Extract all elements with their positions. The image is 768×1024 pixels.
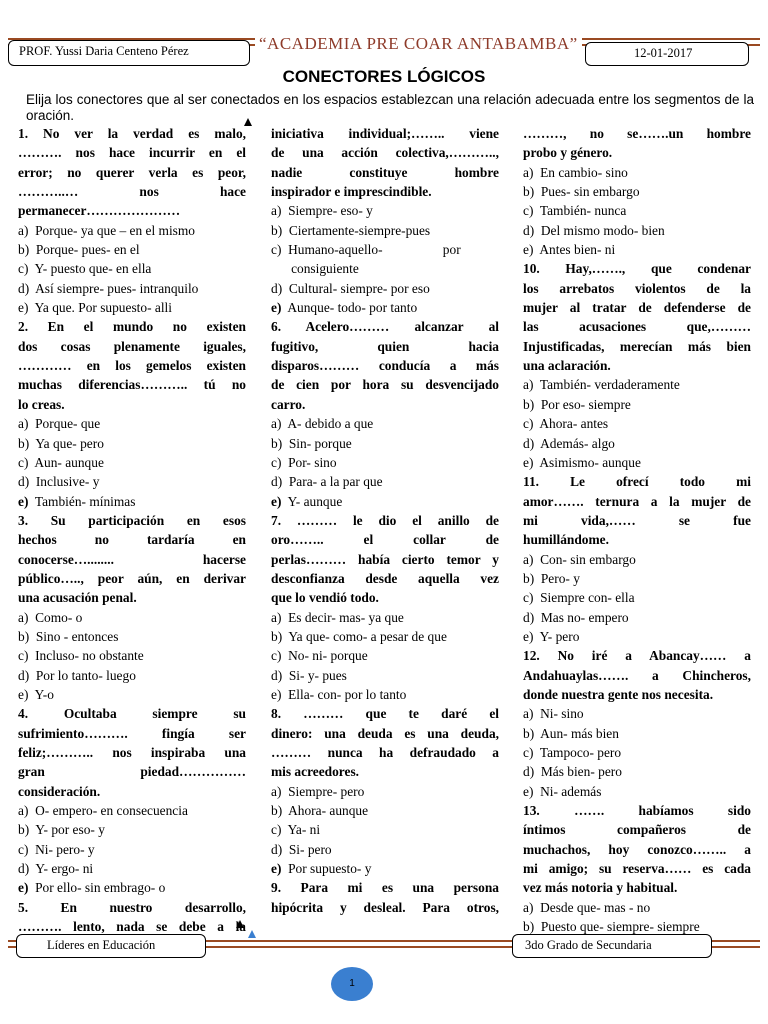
option-letter: e) [18,493,29,509]
question-line: fugitivo, quien hacia [271,338,499,354]
option-line: b) Porque- pues- en el [18,242,140,258]
date: 12-01-2017 [634,46,693,60]
question-line: 12. No iré a Abancay…… a [523,648,751,664]
question-line: 7. ……… le dio el anillo de [271,512,499,528]
question-line: hechos no tardaría en [18,532,246,548]
option-line: e) Ella- con- por lo tanto [271,686,407,702]
footer-left-text: Líderes en Educación [47,938,156,952]
option-line: c) Incluso- no obstante [18,648,144,664]
question-line: de cien por hora su desvencijado [271,377,499,393]
question-line: inspirador e imprescindible. [271,184,432,200]
option-line: e) Ni- además [523,783,602,799]
question-line: permanecer………………… [18,203,181,219]
question-line: las acusaciones que,……… [523,319,751,335]
question-line: mi vida,…… se fue [523,512,751,528]
option-line: a) Siempre- pero [271,783,365,799]
option-text: Y- aunque [281,493,343,509]
question-line: 11. Le ofrecí todo mi [523,474,751,490]
question-line: 10. Hay,……., que condenar [523,261,751,277]
option-line: c) Ahora- antes [523,416,609,432]
option-line: c) También- nunca [523,203,627,219]
option-line: d) Del mismo modo- bien [523,222,665,238]
question-line: disparos……… conducía a más [271,358,499,374]
question-line: muchas diferencias……….. tú no [18,377,246,393]
question-line: muchachos, hoy conozco…….. a [523,841,751,857]
question-line: iniciativa individual;…….. viene [271,126,499,141]
option-line [18,492,246,511]
option-line: b) Ahora- aunque [271,803,369,819]
question-line: donde nuestra gente nos necesita. [523,686,714,702]
question-line: los arrebatos violentos de la [523,280,751,296]
academy-name: “ACADEMIA PRE COAR ANTABAMBA” [255,34,582,54]
option-line: c) Ni- pero- y [18,841,95,857]
question-line: Injustificadas, merecían más bien [523,338,751,354]
option-line: c) Tampoco- pero [523,745,622,760]
question-line: conocerse…........ hacerse [18,551,246,567]
option-line [18,878,246,897]
option-text: También- mínimas [28,493,136,509]
question-line: desconfianza desde aquella vez [271,570,499,586]
question-line: una acusación penal. [18,590,137,606]
date-box [585,42,749,66]
question-line: dinero: una deuda es una deuda, [271,725,499,741]
option-line: b) Y- por eso- y [18,822,105,838]
question-line: mujer al tratar de defenderse de [523,300,751,316]
option-line: b) Sin- porque [271,435,352,451]
option-line: d) Si- pero [271,841,332,857]
option-letter: e) [271,861,282,877]
option-line: c) No- ni- porque [271,648,368,664]
option-line: b) Ciertamente-siempre-pues [271,222,431,238]
footer-right-text: 3do Grado de Secundaria [525,938,652,952]
option-line: d) Además- algo [523,435,615,451]
marker-triangle-icon [248,930,256,938]
option-line: consiguiente [271,261,359,277]
question-line: ………. nos hace incurrir en el [18,145,246,161]
question-line: una aclaración. [523,358,611,374]
question-line: 2. En el mundo no existen [18,319,246,335]
option-line: b) Pero- y [523,570,580,586]
question-line: 5. En nuestro desarrollo, [18,899,246,915]
instruction: Elija los conectores que al ser conectados en los espacios establezcan una relación adecuada entre los segmentos de la oración. [26,92,754,123]
option-line: c) Y- puesto que- en ella [18,261,152,277]
question-line: íntimos compañeros de [523,822,751,838]
option-line: d) Para- a la par que [271,474,383,490]
option-line: b) Puesto que- siempre- siempre [523,919,700,935]
option-letter: e) [271,493,282,509]
question-line: mi amigo; su reserva…… es cada [523,861,751,877]
question-line: mis acreedores. [271,764,360,780]
page-title: CONECTORES LÓGICOS [282,67,486,86]
option-line: a) Es decir- mas- ya que [271,609,404,625]
option-line: b) Ya que- pero [18,435,104,451]
option-line [271,859,499,878]
option-line: a) Ni- sino [523,706,584,722]
question-line: 13. ……. habíamos sido [523,803,751,819]
question-line: público….., peor aún, en derivar [18,570,246,586]
option-letter: e) [18,880,29,896]
option-line: b) Pues- sin embargo [523,184,640,200]
question-line: que lo vendió todo. [271,590,379,606]
question-line: 4. Ocultaba siempre su [18,706,246,722]
question-line: carro. [271,396,306,412]
option-line: b) Por eso- siempre [523,396,631,412]
option-line: a) En cambio- sino [523,164,628,180]
question-line: perlas……… había cierto temor y [271,551,499,567]
option-line [271,492,499,511]
question-line: hipócrita y desleal. Para otros, [271,899,499,915]
question-line: 1. No ver la verdad es malo, [18,126,246,141]
question-line: 3. Su participación en esos [18,512,246,528]
question-line: feliz;……….. nos inspiraba una [18,745,246,760]
option-line: d) Cultural- siempre- por eso [271,280,430,296]
option-line: d) Si- y- pues [271,667,347,683]
option-text: Aunque- todo- por tanto [281,300,418,316]
option-text: Por ello- sin embrago- o [28,880,166,896]
question-line: gran piedad…………… [18,764,246,780]
option-line: d) Y- ergo- ni [18,861,94,877]
column-2 [271,124,499,917]
question-line: humillándome. [523,532,609,548]
question-line: ………. lento, nada se debe a la [18,919,246,935]
question-line: Andahuaylas……. a Chincheros, [523,667,751,683]
option-line: a) También- verdaderamente [523,377,680,393]
option-line: a) Siempre- eso- y [271,203,373,219]
question-line: 9. Para mi es una persona [271,880,499,896]
option-line [271,298,499,317]
question-line: error; no querer verla es peor, [18,164,246,180]
option-line: b) Ya que- como- a pesar de que [271,628,447,644]
option-line: a) A- debido a que [271,416,374,432]
question-line: de una acción colectiva,……….., [271,145,499,161]
option-line: a) Porque- ya que – en el mismo [18,222,196,238]
column-1 [18,124,246,936]
option-line: d) Así siempre- pues- intranquilo [18,280,199,296]
option-line: c) Humano-aquello- por [271,242,461,258]
option-line: e) Y- pero [523,628,580,644]
option-text: Por supuesto- y [281,861,372,877]
question-line: dos cosas plenamente iguales, [18,338,246,354]
footer-left-box [16,934,206,958]
option-line: a) Porque- que [18,416,101,432]
option-line: c) Siempre con- ella [523,590,635,606]
column-3 [523,124,751,936]
option-line: a) Desde que- mas - no [523,899,651,915]
footer-right-box [512,934,712,958]
option-line: b) Aun- más bien [523,725,619,741]
teacher-box [8,40,250,66]
question-line: ………, no se…….un hombre [523,126,751,141]
question-line: sufrimiento………. fingía ser [18,725,246,741]
question-line: ……… nunca ha defraudado a [271,745,499,760]
question-line: lo creas. [18,396,65,412]
teacher-name: PROF. Yussi Daria Centeno Pérez [19,44,189,58]
question-line: amor……. ternura a la mujer de [523,493,751,509]
question-line: 6. Acelero……… alcanzar al [271,319,499,335]
option-line: a) Con- sin embargo [523,551,636,567]
question-line: vez más notoria y habitual. [523,880,678,896]
option-line: e) Y-o [18,686,54,702]
option-line: c) Aun- aunque [18,454,104,470]
option-line: d) Más bien- pero [523,764,622,780]
option-line: e) Antes bien- ni [523,242,616,258]
question-line: oro…….. el collar de [271,532,499,548]
option-line: a) O- empero- en consecuencia [18,803,188,819]
option-line: d) Por lo tanto- luego [18,667,136,683]
question-line: consideración. [18,783,101,799]
option-letter: e) [271,300,282,316]
question-line: probo y género. [523,145,613,161]
question-line: 8. ……… que te daré el [271,706,499,722]
option-line: a) Como- o [18,609,83,625]
page-number: 1 [331,967,373,1001]
option-line: c) Por- sino [271,454,337,470]
question-line: ………… en los gemelos existen [18,358,246,374]
option-line: e) Ya que. Por supuesto- alli [18,300,172,316]
option-line: d) Inclusive- y [18,474,100,490]
option-line: c) Ya- ni [271,822,321,838]
option-line: e) Asimismo- aunque [523,454,641,470]
option-line: d) Mas no- empero [523,609,629,625]
question-line: ………..… nos hace [18,184,246,200]
question-line: nadie constituye hombre [271,164,499,180]
option-line: b) Sino - entonces [18,628,119,644]
